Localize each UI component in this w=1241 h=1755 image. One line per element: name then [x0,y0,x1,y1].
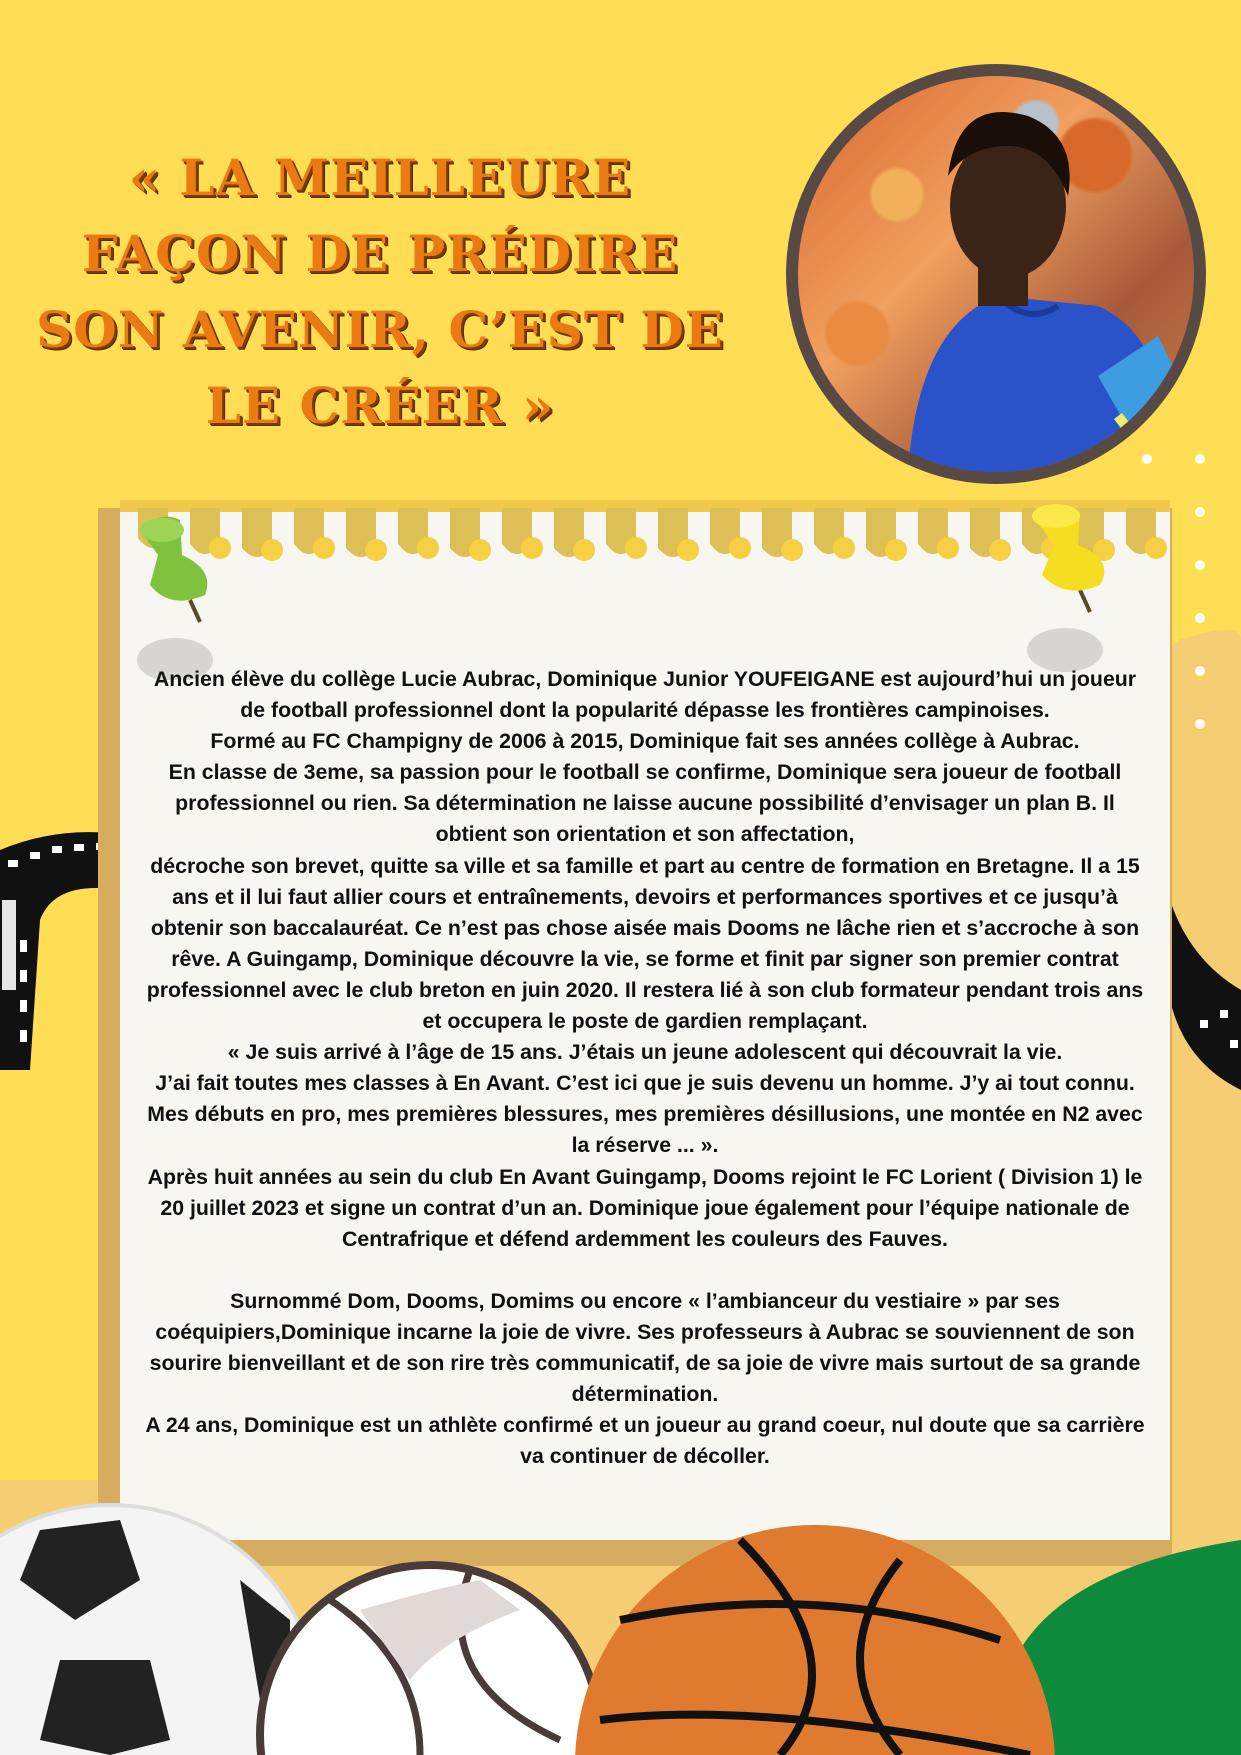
paragraph: Surnommé Dom, Dooms, Domims ou encore « l’ambianceur du vestiaire » par ses coéquipiers,Dominique incarne la joie de vivre. Ses professeurs à Aubrac se souviennent de son sourire bienveillant et de son rire très communicatif, de sa joie de vivre mais surtout de sa grande détermination. [149,1288,1141,1407]
yellow-pushpin-icon [1020,500,1120,680]
film-strip-right [1160,900,1241,1100]
paragraph: Après huit années au sein du club En Avant Guingamp, Dooms rejoint le FC Lorient ( Division 1) le 20 juillet 2023 et signe un contrat d’un an. Dominique joue également pour l’équipe nationale de Centrafrique et défend ardemment les couleurs des Fauves. [147,1164,1143,1251]
basketball-icon [575,1525,1055,1755]
paragraph: A 24 ans, Dominique est un athlète confirmé et un joueur au grand coeur, nul doute que sa carrière va continuer de décoller. [145,1413,1145,1469]
paper-torn-tabs [120,500,1170,564]
article-body [140,664,1150,1472]
volleyball-icon [260,1565,600,1755]
paragraph: Formé au FC Champigny de 2006 à 2015, Dominique fait ses années collège à Aubrac. [210,729,1080,754]
sports-balls-decoration [0,1500,1241,1755]
paragraph: décroche son brevet, quitte sa ville et sa famille et part au centre de formation en Bretagne. Il a 15 ans et il lui faut allier cours et entraînements, devoirs et performances sportives et ce jusqu’à obtenir son baccalauréat. Ce n’est pas chose aisée mais Dooms ne lâche rien et s’accroche à son rêve. A Guingamp, Dominique découvre la vie, se forme et finit par signer son premier contrat professionnel avec le club breton en juin 2020. Il restera lié à son club formateur pendant trois ans et occupera le poste de gardien remplaçant. [146,853,1144,1034]
paragraph: Ancien élève du collège Lucie Aubrac, Dominique Junior YOUFEIGANE est aujourd’hui un joueur de football professionnel dont la popularité dépasse les frontières campinoises. [153,667,1137,723]
green-pushpin-icon [130,510,220,680]
paragraph: En classe de 3eme, sa passion pour le football se confirme, Dominique sera joueur de football professionnel ou rien. Sa détermination ne laisse aucune possibilité d’envisager un plan B. Il obtient son orientation et son affectation, [168,760,1122,847]
player-illustration [798,76,1194,472]
headline-quote: « LA MEILLEURE FAÇON DE PRÉDIRE SON AVENIR, C’EST DE LE CRÉER » [36,148,724,435]
paragraph: « Je suis arrivé à l’âge de 15 ans. J’étais un jeune adolescent qui découvrait la vie. [227,1040,1063,1065]
player-photo [786,64,1206,484]
paragraph: J’ai fait toutes mes classes à En Avant. C’est ici que je suis devenu un homme. J’y ai tout connu. Mes débuts en pro, mes premières blessures, mes premières désillusions, une montée en N2 avec la réserve ... ». [147,1071,1143,1158]
